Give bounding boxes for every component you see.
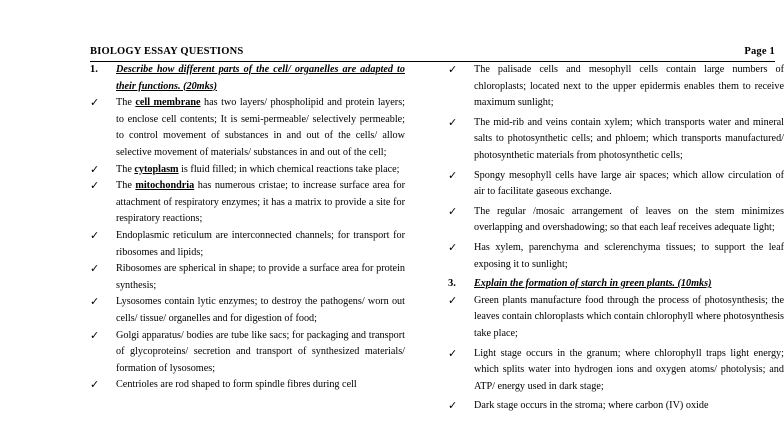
list-item (448, 398, 784, 415)
answer-text: Centrioles are rod shaped to form spindle fibres during cell (116, 379, 357, 391)
list-item (90, 162, 405, 179)
answer-text: has two layers/ phospholipid and protein layers; to enclose cell contents; It is semi-permeable/ selectively permeable; to control movement of substances in and out of the cells/ allow selective movement of materials/ substances in and out of the cell; (116, 97, 405, 158)
answer-text: The regular /mosaic arrangement of leaves on the stem minimizes overlapping and overshadowing; so that each leaf receives adequate light; (474, 205, 784, 234)
key-term: cytoplasm (134, 163, 179, 175)
answer-text: Golgi apparatus/ bodies are tube like sacs; for packaging and transport of glycoproteins/ secretion and transport of synthesized materials/ formation of lysosomes; (116, 329, 405, 374)
answer-text: The (116, 163, 135, 175)
checkmark-icon: ✓ (90, 97, 100, 110)
answer-text: The palisade cells and mesophyll cells contain large numbers of chloroplasts; located next to the upper epidermis enables them to receive maximum sunlight; (474, 64, 784, 109)
answer-text: Dark stage occurs in the stroma; where carbon (IV) oxide (474, 400, 709, 412)
answer-text: Has xylem, parenchyma and sclerenchyma tissues; to support the leaf exposing it to sunlight; (474, 241, 784, 270)
list-item (90, 178, 405, 228)
list-item (448, 346, 784, 396)
question-number: 3. (448, 278, 456, 290)
list-item (448, 62, 784, 112)
checkmark-icon: ✓ (448, 205, 458, 218)
answer-text: The mid-rib and veins contain xylem; which transports water and mineral salts to photosynthetic cells; and phloem; which transports manufactured/ photosynthetic materials from photosynthetic cells; (474, 116, 784, 161)
right-column (448, 62, 784, 415)
answer-text: Green plants manufacture food through the process of photosynthesis; the leaves contain chloroplasts which contain chlorophyll where photosynthesis take place; (474, 294, 784, 339)
key-term: cell membrane (135, 97, 201, 109)
question-1 (90, 62, 405, 95)
checkmark-icon: ✓ (448, 169, 458, 182)
answer-text: Light stage occurs in the granum; where chlorophyll traps light energy; which splits water into hydrogen ions and oxygen atoms/ photolysis; and ATP/ energy used in dark stage; (474, 347, 784, 392)
list-item (90, 377, 405, 394)
checkmark-icon: ✓ (90, 379, 100, 392)
checkmark-icon: ✓ (448, 241, 458, 254)
answer-text: has numerous cristae; to increase surface area for attachment of respiratory enzymes; it has a matrix to provide a site for respiratory reactions; (116, 180, 405, 225)
key-term: mitochondria (135, 180, 195, 192)
question-text: Describe how different parts of the cell/ organelles are adapted to their functions. (20mks) (116, 64, 405, 92)
list-item (90, 95, 405, 161)
checkmark-icon: ✓ (90, 329, 100, 342)
list-item (90, 228, 405, 261)
list-item (448, 168, 784, 201)
checkmark-icon: ✓ (90, 263, 100, 276)
left-column (90, 62, 405, 394)
list-item (90, 294, 405, 327)
answer-text: is fluid filled; in which chemical reactions take place; (178, 163, 400, 175)
answer-text: The (116, 180, 136, 192)
checkmark-icon: ✓ (448, 347, 458, 360)
question-number: 1. (90, 64, 98, 75)
checkmark-icon: ✓ (90, 163, 100, 176)
answer-text: The (116, 97, 136, 109)
answer-text: Ribosomes are spherical in shape; to provide a surface area for protein synthesis; (116, 263, 405, 291)
checkmark-icon: ✓ (448, 116, 458, 129)
page-header (90, 45, 775, 62)
list-item (448, 293, 784, 343)
question-text: Explain the formation of starch in green plants. (10mks) (474, 278, 712, 290)
checkmark-icon: ✓ (448, 64, 458, 76)
checkmark-icon: ✓ (448, 294, 458, 307)
answer-text: Spongy mesophyll cells have large air spaces; which allow circulation of air to facilitate gaseous exchange. (474, 169, 784, 198)
checkmark-icon: ✓ (448, 400, 458, 413)
document-title: BIOLOGY ESSAY QUESTIONS (90, 46, 244, 57)
checkmark-icon: ✓ (90, 229, 100, 242)
list-item (448, 204, 784, 237)
checkmark-icon: ✓ (90, 296, 100, 309)
list-item (448, 240, 784, 273)
list-item (448, 115, 784, 165)
page-number: Page 1 (744, 46, 775, 57)
answer-text: Endoplasmic reticulum are interconnected channels; for transport for ribosomes and lipids; (116, 229, 405, 258)
checkmark-icon: ✓ (90, 180, 100, 193)
list-item (90, 328, 405, 378)
question-3 (448, 276, 784, 293)
answer-text: Lysosomes contain lytic enzymes; to destroy the pathogens/ worn out cells/ tissue/ organelles and for digestion of food; (116, 296, 405, 324)
list-item (90, 261, 405, 294)
